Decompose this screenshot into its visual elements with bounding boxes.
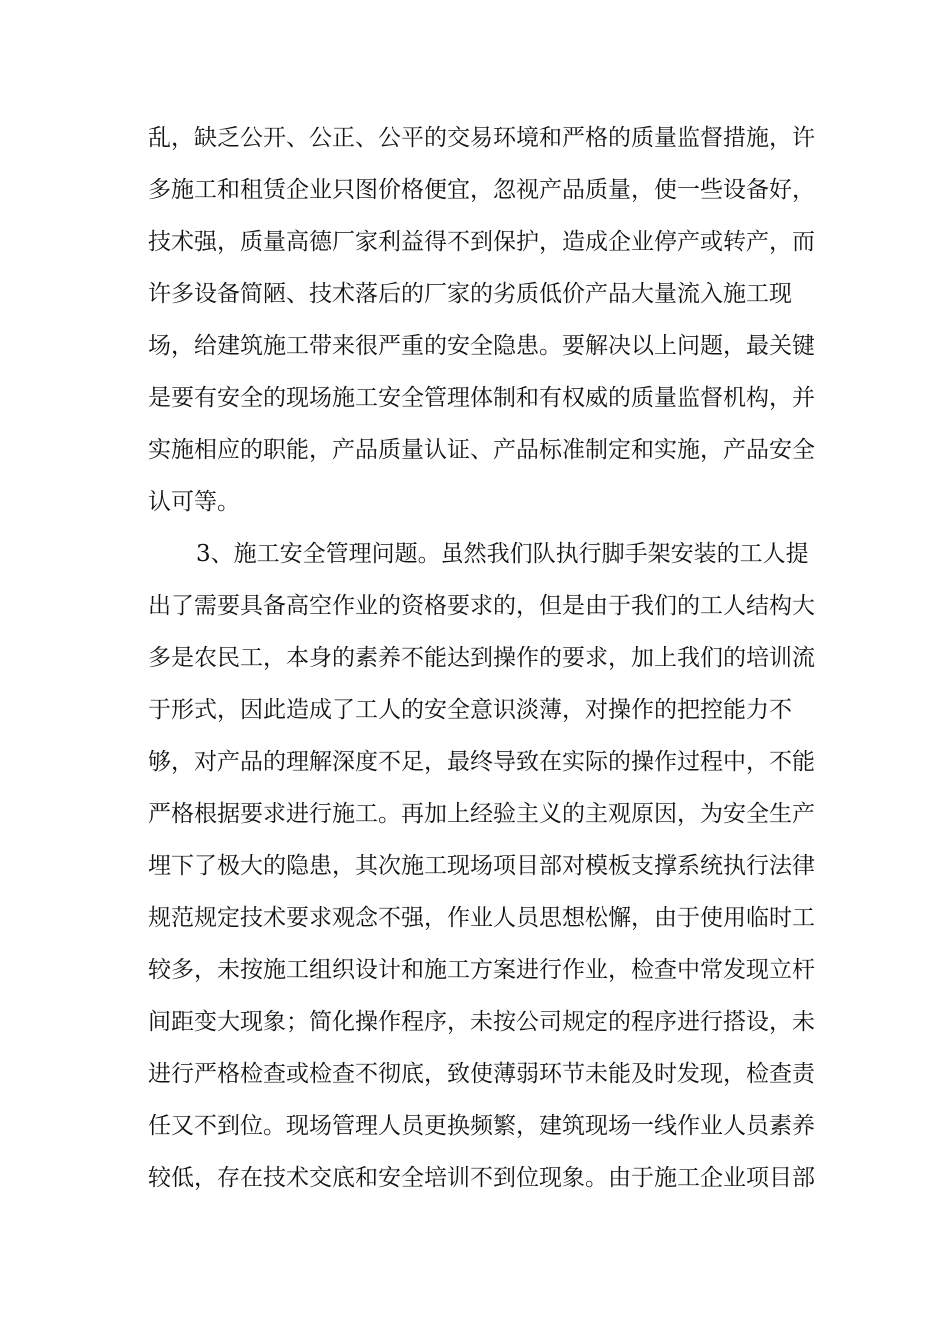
text-line: 较多，未按施工组织设计和施工方案进行作业，检查中常发现立杆	[148, 957, 815, 983]
text-line: 技术强，质量高德厂家利益得不到保护，造成企业停产或转产，而	[148, 229, 815, 255]
text-line: 较低，存在技术交底和安全培训不到位现象。由于施工企业项目部	[148, 1165, 815, 1191]
text-line: 实施相应的职能，产品质量认证、产品标准制定和实施，产品安全	[148, 437, 815, 463]
text-line: 多是农民工，本身的素养不能达到操作的要求，加上我们的培训流	[148, 645, 815, 671]
text-line: 认可等。	[148, 489, 240, 515]
text-line: 于形式，因此造成了工人的安全意识淡薄，对操作的把控能力不	[148, 697, 792, 723]
text-line: 严格根据要求进行施工。再加上经验主义的主观原因，为安全生产	[148, 801, 815, 827]
text-line: 规范规定技术要求观念不强，作业人员思想松懈，由于使用临时工	[148, 905, 815, 931]
text-line: 是要有安全的现场施工安全管理体制和有权威的质量监督机构，并	[148, 385, 815, 411]
text-line: 乱，缺乏公开、公正、公平的交易环境和严格的质量监督措施，许	[148, 125, 815, 151]
text-line: 进行严格检查或检查不彻底，致使薄弱环节未能及时发现，检查责	[148, 1061, 815, 1087]
paragraph-first-line: 3、施工安全管理问题。虽然我们队执行脚手架安装的工人提	[196, 541, 809, 567]
text-line: 出了需要具备高空作业的资格要求的，但是由于我们的工人结构大	[148, 593, 815, 619]
text-line: 间距变大现象；简化操作程序，未按公司规定的程序进行搭设，未	[148, 1009, 815, 1035]
text-line: 许多设备简陋、技术落后的厂家的劣质低价产品大量流入施工现	[148, 281, 792, 307]
text-line: 够，对产品的理解深度不足，最终导致在实际的操作过程中，不能	[148, 749, 815, 775]
text-line: 多施工和租赁企业只图价格便宜，忽视产品质量，使一些设备好，	[148, 177, 815, 203]
text-line: 任又不到位。现场管理人员更换频繁，建筑现场一线作业人员素养	[148, 1113, 815, 1139]
text-line: 场，给建筑施工带来很严重的安全隐患。要解决以上问题，最关键	[148, 333, 815, 359]
text-line: 埋下了极大的隐患，其次施工现场项目部对模板支撑系统执行法律	[148, 853, 815, 879]
